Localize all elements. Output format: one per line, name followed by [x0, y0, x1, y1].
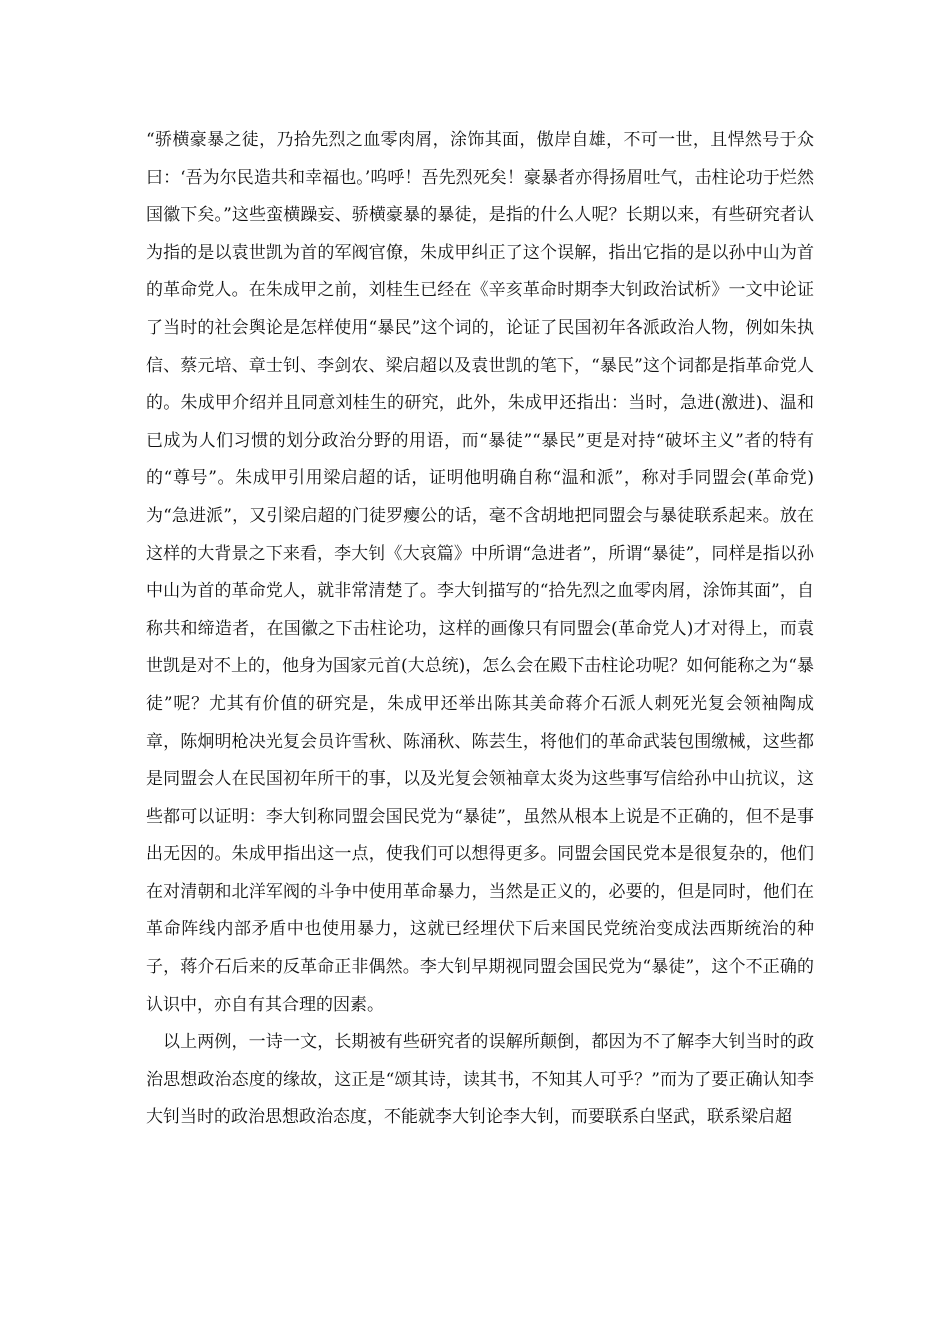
body-paragraph-2: 以上两例，一诗一文，长期被有些研究者的误解所颠倒，都因为不了解李大钊当时的政治思想政治态度的缘故，这正是“颂其诗，读其书，不知其人可乎？”而为了要正确认知李大钊当时的政治思想政治态度，不能就李大钊论李大钊，而要联系白坚武，联系梁启超	[146, 1032, 814, 1128]
body-paragraph-1: “骄横豪暴之徒，乃拾先烈之血零肉屑，涂饰其面，傲岸自雄，不可一世，且悍然号于众曰：‘吾为尔民造共和幸福也。’呜呼！吾先烈死矣！豪暴者亦得扬眉吐气，击柱论功于烂然国徽下矣。”这些蛮横躁妄、骄横豪暴的暴徒，是指的什么人呢？长期以来，有些研究者认为指的是以袁世凯为首的军阀官僚，朱成甲纠正了这个误解，指出它指的是以孙中山为首的革命党人。在朱成甲之前，刘桂生已经在《辛亥革命时期李大钊政治试析》一文中论证了当时的社会舆论是怎样使用“暴民”这个词的，论证了民国初年各派政治人物，例如朱执信、蔡元培、章士钊、李剑农、梁启超以及袁世凯的笔下，“暴民”这个词都是指革命党人的。朱成甲介绍并且同意刘桂生的研究，此外，朱成甲还指出：当时，急进(激进)、温和已成为人们习惯的划分政治分野的用语，而“暴徒”“暴民”更是对持“破坏主义”者的特有的“尊号”。朱成甲引用梁启超的话，证明他明确自称“温和派”，称对手同盟会(革命党)为“急进派”，又引梁启超的门徒罗瘿公的话，毫不含胡地把同盟会与暴徒联系起来。放在这样的大背景之下来看，李大钊《大哀篇》中所谓“急进者”，所谓“暴徒”，同样是指以孙中山为首的革命党人，就非常清楚了。李大钊描写的“拾先烈之血零肉屑，涂饰其面”，自称共和缔造者，在国徽之下击柱论功，这样的画像只有同盟会(革命党人)才对得上，而袁世凯是对不上的，他身为国家元首(大总统)，怎么会在殿下击柱论功呢？如何能称之为“暴徒”呢？尤其有价值的研究是，朱成甲还举出陈其美命蒋介石派人刺死光复会领袖陶成章，陈炯明枪决光复会员许雪秋、陈涌秋、陈芸生，将他们的革命武装包围缴械，这些都是同盟会人在民国初年所干的事，以及光复会领袖章太炎为这些事写信给孙中山抗议，这些都可以证明：李大钊称同盟会国民党为“暴徒”，虽然从根本上说是不正确的，但不是事出无因的。朱成甲指出这一点，使我们可以想得更多。同盟会国民党本是很复杂的，他们在对清朝和北洋军阀的斗争中使用革命暴力，当然是正义的，必要的，但是同时，他们在革命阵线内部矛盾中也使用暴力，这就已经埋伏下后来国民党统治变成法西斯统治的种子，蒋介石后来的反革命正非偶然。李大钊早期视同盟会国民党为“暴徒”，这个不正确的认识中，亦自有其合理的因素。	[146, 130, 814, 1015]
document-page	[146, 122, 814, 1137]
